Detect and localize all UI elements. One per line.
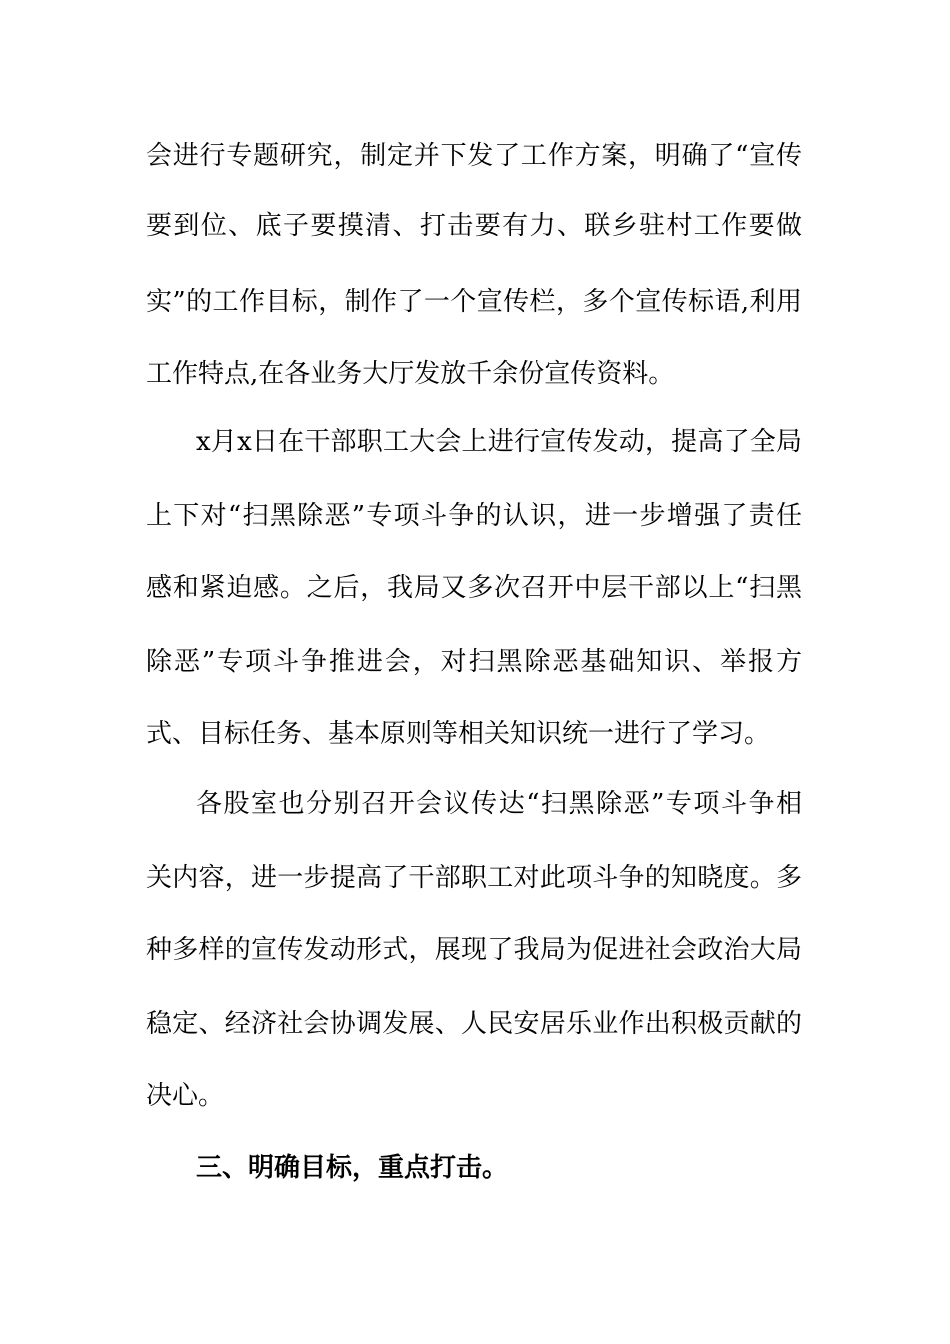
text-line: 要到位、底子要摸清、打击要有力、联乡驻村工作要做 [146, 211, 802, 241]
section-heading: 三、明确目标，重点打击。 [196, 1153, 509, 1183]
text-line: 工作特点,在各业务大厅发放千余份宣传资料。 [146, 359, 675, 389]
text-line: 各股室也分别召开会议传达“扫黑除恶”专项斗争相 [196, 789, 802, 819]
text-line: x月x日在干部职工大会上进行宣传发动，提高了全局 [196, 427, 802, 457]
text-line: 种多样的宣传发动形式，展现了我局为促进社会政治大局 [146, 935, 802, 965]
text-line: 感和紧迫感。之后，我局又多次召开中层干部以上“扫黑 [146, 573, 802, 603]
text-line: 会进行专题研究，制定并下发了工作方案，明确了“宣传 [146, 141, 802, 171]
text-line: 除恶”专项斗争推进会，对扫黑除恶基础知识、举报方 [146, 647, 802, 677]
text-line: 决心。 [146, 1081, 225, 1111]
text-line: 关内容，进一步提高了干部职工对此项斗争的知晓度。多 [146, 863, 802, 893]
text-line: 上下对“扫黑除恶”专项斗争的认识，进一步增强了责任 [146, 501, 802, 531]
text-line: 稳定、经济社会协调发展、人民安居乐业作出积极贡献的 [146, 1009, 802, 1039]
text-line: 实”的工作目标，制作了一个宣传栏，多个宣传标语,利用 [146, 287, 802, 317]
text-line: 式、目标任务、基本原则等相关知识统一进行了学习。 [146, 719, 771, 749]
